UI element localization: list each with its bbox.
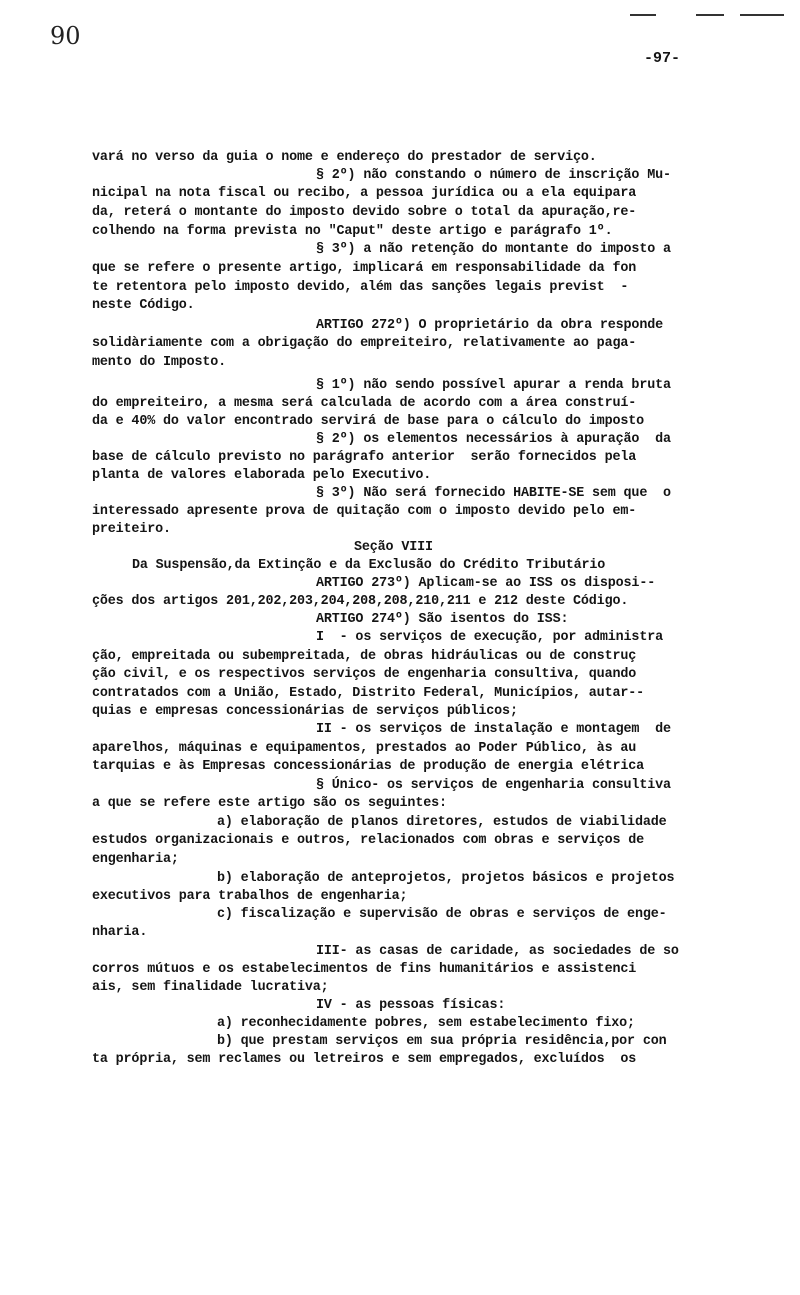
text-line: ta própria, sem reclames ou letreiros e sem empregados, excluídos os xyxy=(92,1052,637,1067)
text-line: I - os serviços de execução, por administra xyxy=(316,630,663,645)
text-line: III- as casas de caridade, as sociedades de so xyxy=(316,944,679,959)
text-line: corros mútuos e os estabelecimentos de fins humanitários e assistenci xyxy=(92,962,637,977)
top-rule xyxy=(630,14,656,16)
text-line: a que se refere este artigo são os seguintes: xyxy=(92,796,447,811)
text-line: da, reterá o montante do imposto devido sobre o total da apuração,re- xyxy=(92,205,637,220)
header-page-number: -97- xyxy=(644,50,681,67)
text-line: c) fiscalização e supervisão de obras e serviços de enge- xyxy=(217,907,667,922)
text-line: a) elaboração de planos diretores, estudos de viabilidade xyxy=(217,815,667,830)
text-line: tarquias e às Empresas concessionárias de produção de energia elétrica xyxy=(92,759,644,774)
text-line: executivos para trabalhos de engenharia; xyxy=(92,889,408,904)
text-line: § 3º) Não será fornecido HABITE-SE sem que o xyxy=(316,486,671,501)
text-line: aparelhos, máquinas e equipamentos, prestados ao Poder Público, às au xyxy=(92,741,637,756)
text-line: contratados com a União, Estado, Distrito Federal, Municípios, autar-- xyxy=(92,686,644,701)
text-line: preiteiro. xyxy=(92,522,171,537)
text-line: a) reconhecidamente pobres, sem estabelecimento fixo; xyxy=(217,1016,635,1031)
text-line: § 3º) a não retenção do montante do imposto a xyxy=(316,242,671,257)
text-line: § 2º) os elementos necessários à apuração da xyxy=(316,432,671,447)
text-line: neste Código. xyxy=(92,298,195,313)
text-line: nicipal na nota fiscal ou recibo, a pessoa jurídica ou a ela equipara xyxy=(92,186,637,201)
text-line: ção, empreitada ou subempreitada, de obras hidráulicas ou de construç xyxy=(92,649,637,664)
text-line: quias e empresas concessionárias de serviços públicos; xyxy=(92,704,518,719)
section-subtitle: Da Suspensão,da Extinção e da Exclusão do Crédito Tributário xyxy=(132,558,606,573)
top-rule xyxy=(740,14,784,16)
text-line: ção civil, e os respectivos serviços de engenharia consultiva, quando xyxy=(92,667,637,682)
text-line: do empreiteiro, a mesma será calculada de acordo com a área construí- xyxy=(92,396,637,411)
text-line: ais, sem finalidade lucrativa; xyxy=(92,980,329,995)
article-heading: ARTIGO 272º) O proprietário da obra responde xyxy=(316,318,663,333)
text-line: IV - as pessoas físicas: xyxy=(316,998,506,1013)
article-heading: ARTIGO 274º) São isentos do ISS: xyxy=(316,612,569,627)
text-line: da e 40% do valor encontrado servirá de base para o cálculo do imposto xyxy=(92,414,644,429)
text-line: § Único- os serviços de engenharia consultiva xyxy=(316,778,671,793)
text-line: estudos organizacionais e outros, relacionados com obras e serviços de xyxy=(92,833,644,848)
text-line: que se refere o presente artigo, implicará em responsabilidade da fon xyxy=(92,261,637,276)
article-heading: ARTIGO 273º) Aplicam-se ao ISS os disposi-- xyxy=(316,576,656,591)
text-line: § 2º) não constando o número de inscrição Mu- xyxy=(316,168,671,183)
text-line: mento do Imposto. xyxy=(92,355,227,370)
text-line: planta de valores elaborada pelo Executivo. xyxy=(92,468,432,483)
text-line: b) elaboração de anteprojetos, projetos básicos e projetos xyxy=(217,871,675,886)
text-line: te retentora pelo imposto devido, além das sanções legais previst - xyxy=(92,280,629,295)
text-line: vará no verso da guia o nome e endereço do prestador de serviço. xyxy=(92,150,597,165)
text-line: § 1º) não sendo possível apurar a renda bruta xyxy=(316,378,671,393)
page-number: 90 xyxy=(50,22,81,50)
section-heading: Seção VIII xyxy=(354,540,433,555)
text-line: b) que prestam serviços em sua própria residência,por con xyxy=(217,1034,667,1049)
text-line: base de cálculo previsto no parágrafo anterior serão fornecidos pela xyxy=(92,450,637,465)
text-line: colhendo na forma prevista no "Caput" deste artigo e parágrafo 1º. xyxy=(92,224,613,239)
text-line: interessado apresente prova de quitação com o imposto devido pelo em- xyxy=(92,504,637,519)
text-line: ções dos artigos 201,202,203,204,208,208,210,211 e 212 deste Código. xyxy=(92,594,629,609)
top-rule xyxy=(696,14,724,16)
text-line: nharia. xyxy=(92,925,148,940)
text-line: solidàriamente com a obrigação do empreiteiro, relativamente ao paga- xyxy=(92,336,637,351)
text-line: engenharia; xyxy=(92,852,179,867)
text-line: II - os serviços de instalação e montagem de xyxy=(316,722,671,737)
